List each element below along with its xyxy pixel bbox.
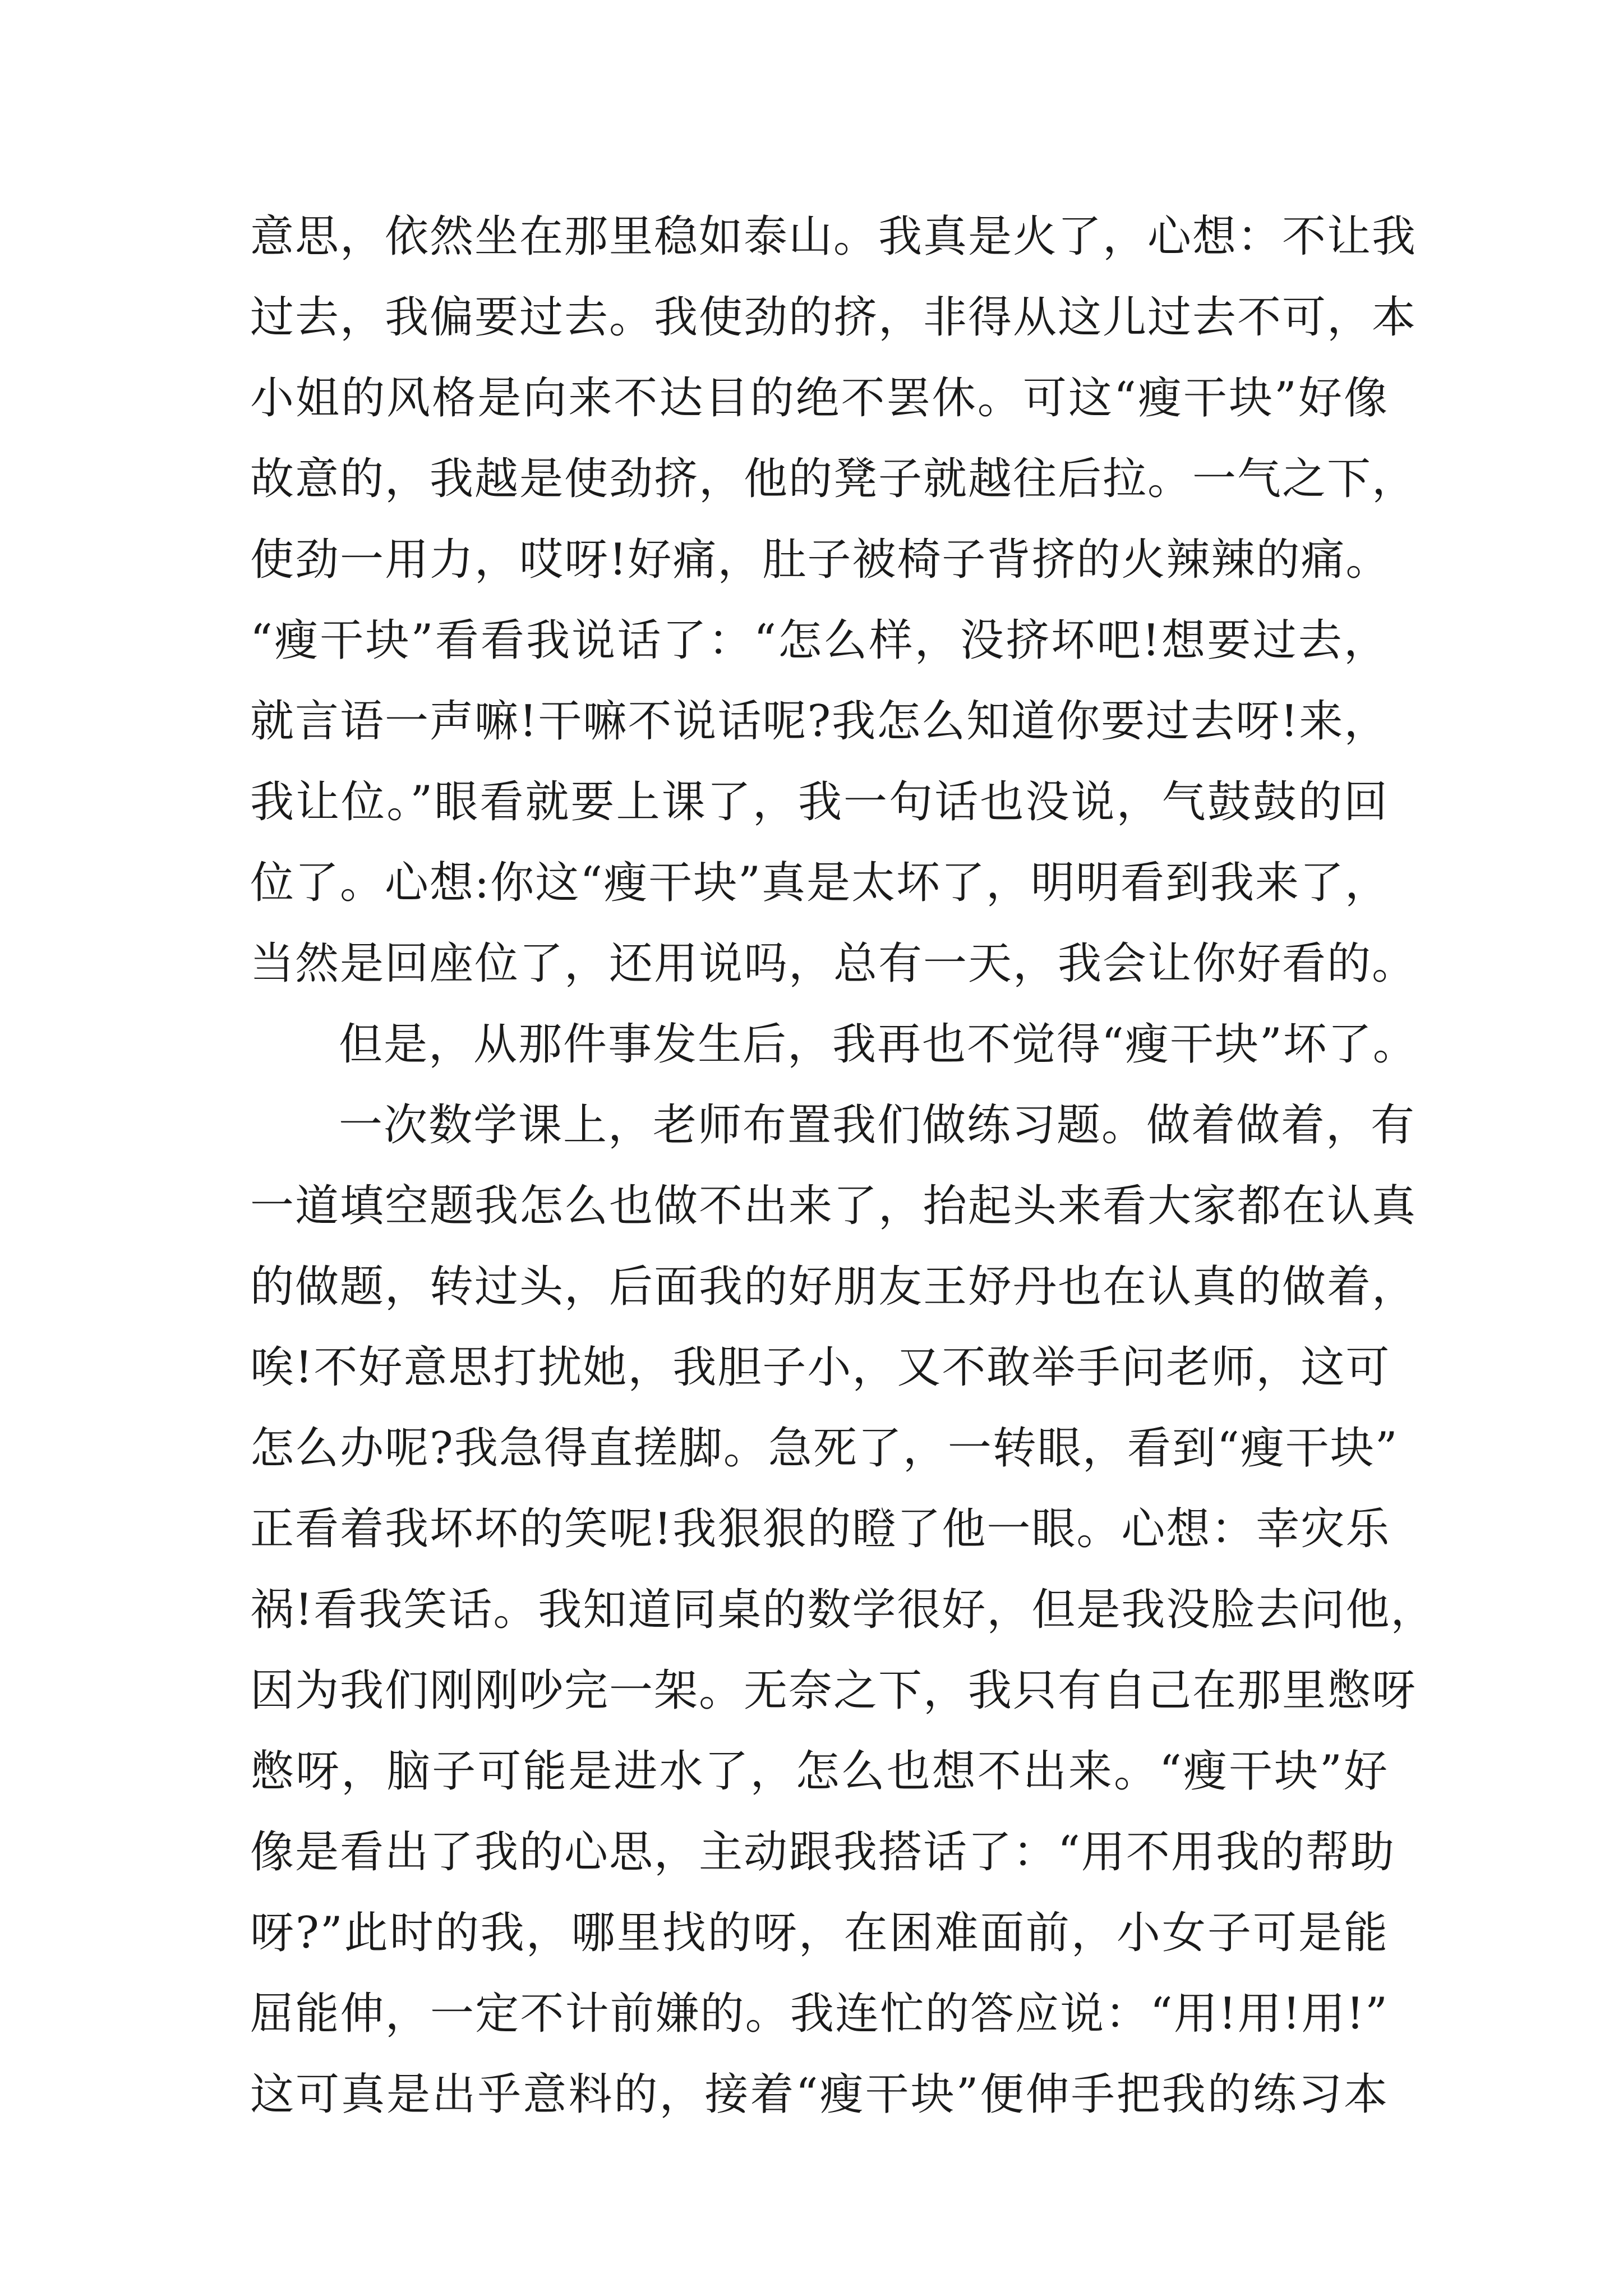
text-line: 正看着我坏坏的笑呢!我狠狠的瞪了他一眼。心想：幸灾乐 <box>250 1504 1391 1554</box>
text-line: 小姐的风格是向来不达目的绝不罢休。可这“瘦干块”好像 <box>250 373 1389 424</box>
paragraph-first-line: 但是，从那件事发生后，我再也不觉得“瘦干块”坏了。 <box>339 1019 1418 1070</box>
text-line: 位了。心想:你这“瘦干块”真是太坏了，明明看到我来了， <box>250 858 1390 908</box>
text-line: 唉!不好意思打扰她，我胆子小，又不敢举手问老师，这可 <box>250 1342 1391 1393</box>
text-line: 过去，我偏要过去。我使劲的挤，非得从这儿过去不可，本 <box>250 292 1417 343</box>
text-line: 当然是回座位了，还用说吗，总有一天，我会让你好看的。 <box>250 938 1417 989</box>
text-line: 像是看出了我的心思，主动跟我搭话了：“用不用我的帮助 <box>250 1827 1395 1878</box>
text-line: 使劲一用力，哎呀!好痛，肚子被椅子背挤的火辣辣的痛。 <box>250 535 1391 585</box>
text-line: 屈能伸，一定不计前嫌的。我连忙的答应说：“用!用!用!” <box>250 1989 1389 2039</box>
text-line: 呀?”此时的我，哪里找的呀，在困难面前，小女子可是能 <box>250 1908 1389 1958</box>
text-line: 怎么办呢?我急得直搓脚。急死了，一转眼，看到“瘦干块” <box>250 1423 1399 1474</box>
text-line: 祸!看我笑话。我知道同桌的数学很好，但是我没脸去问他， <box>250 1585 1436 1635</box>
text-line: 就言语一声嘛!干嘛不说话呢?我怎么知道你要过去呀!来， <box>250 696 1389 747</box>
text-line: 憋呀，脑子可能是进水了，怎么也想不出来。“瘦干块”好 <box>250 1746 1389 1797</box>
text-line: “瘦干块”看看我说话了：“怎么样，没挤坏吧!想要过去， <box>250 615 1389 666</box>
paragraph-first-line: 一次数学课上，老师布置我们做练习题。做着做着，有 <box>339 1100 1416 1151</box>
text-line: 因为我们刚刚吵完一架。无奈之下，我只有自己在那里憋呀 <box>250 1665 1417 1716</box>
document-body <box>250 196 1436 2135</box>
text-line: 我让位。”眼看就要上课了，我一句话也没说，气鼓鼓的回 <box>250 777 1389 827</box>
text-line: 这可真是出乎意料的，接着“瘦干块”便伸手把我的练习本 <box>250 2069 1389 2120</box>
text-line: 一道填空题我怎么也做不出来了，抬起头来看大家都在认真 <box>250 1181 1417 1231</box>
text-line: 意思，依然坐在那里稳如泰山。我真是火了，心想：不让我 <box>250 211 1417 262</box>
text-line: 故意的，我越是使劲挤，他的凳子就越往后拉。一气之下， <box>250 454 1417 504</box>
text-line: 的做题，转过头，后面我的好朋友王妤丹也在认真的做着， <box>250 1262 1417 1312</box>
